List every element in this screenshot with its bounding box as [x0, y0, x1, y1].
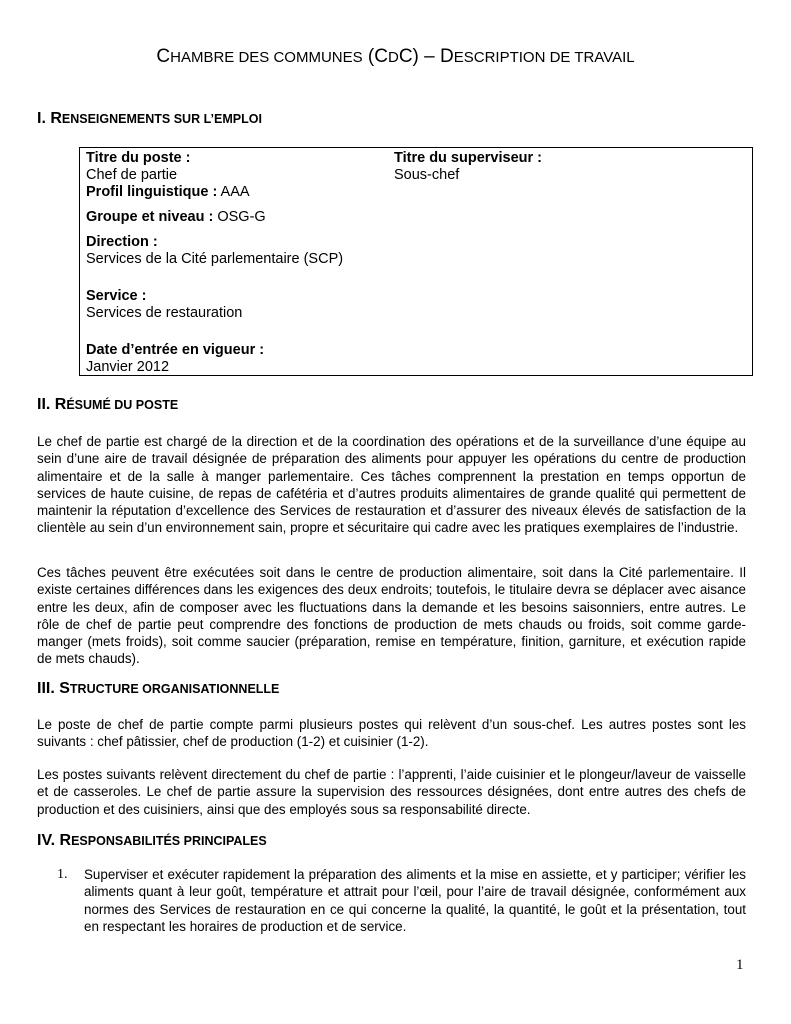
- heading-rest: TRUCTURE ORGANISATIONNELLE: [69, 682, 280, 696]
- heading-prefix: IV. R: [37, 832, 72, 849]
- title-part: C) – D: [398, 46, 454, 67]
- list-item: [57, 866, 746, 935]
- title-part: C: [156, 46, 171, 67]
- titre-superviseur-value: Sous-chef: [394, 167, 460, 183]
- groupe-label: Groupe et niveau :: [86, 209, 214, 225]
- heading-rest: ENSEIGNEMENTS SUR L’EMPLOI: [61, 112, 262, 126]
- section-heading-responsabilites: [37, 832, 267, 850]
- list-item-number: 1.: [57, 867, 68, 882]
- profil-value: AAA: [217, 184, 250, 200]
- heading-prefix: I. R: [37, 110, 62, 127]
- groupe-niveau: [86, 209, 266, 226]
- titre-poste-value: Chef de partie: [86, 167, 178, 183]
- groupe-value: OSG-G: [213, 209, 266, 225]
- title-part: (C: [362, 46, 388, 67]
- section-heading-renseignements: [37, 110, 262, 128]
- title-part: D: [387, 49, 399, 66]
- heading-rest: ESPONSABILITÉS PRINCIPALES: [71, 834, 267, 848]
- date-value: Janvier 2012: [86, 359, 170, 375]
- titre-poste-label: Titre du poste :: [86, 150, 191, 166]
- service-value: Services de restauration: [86, 305, 243, 321]
- direction-value: Services de la Cité parlementaire (SCP): [86, 251, 344, 267]
- heading-rest: ÉSUMÉ DU POSTE: [66, 398, 179, 412]
- titre-superviseur-label: Titre du superviseur :: [394, 150, 542, 166]
- heading-prefix: III. S: [37, 680, 70, 697]
- document-title: [0, 46, 791, 68]
- profil-linguistique: [86, 184, 250, 201]
- section-heading-structure: [37, 680, 279, 698]
- resume-paragraph-2: Ces tâches peuvent être exécutées soit dans le centre de production alimentaire, soit dans la Cité parlementaire. Il existe certaines différences dans les exigences des deux endroits; toutefois, le titulaire devra se déplacer avec aisance entre les deux, afin de composer avec les fluctuations dans la demande et les besoins saisonniers, entre autres. Le rôle de chef de partie peut comprendre des fonctions de production de mets chauds ou froids, soit comme garde-manger (mets froids), soit comme saucier (préparation, remise en température, finition, garniture, et exécution rapide de mets chauds).: [37, 565, 746, 667]
- structure-paragraph-2: Les postes suivants relèvent directement du chef de partie : l’apprenti, l’aide cuisinier et le plongeur/laveur de vaisselle et de casseroles. Le chef de partie assure la supervision des ressources désignées, dont entre autres des chefs de production et des cuisiniers, ainsi que des employés sous sa responsabilité directe.: [37, 767, 746, 817]
- job-info-box: [79, 147, 753, 376]
- title-part: ESCRIPTION DE TRAVAIL: [453, 49, 635, 66]
- profil-label: Profil linguistique :: [86, 184, 218, 200]
- title-part: HAMBRE DES COMMUNES: [170, 49, 363, 66]
- resume-paragraph-1: Le chef de partie est chargé de la direction et de la coordination des opérations et de la surveillance d’une équipe au sein d’une aire de travail désignée de préparation des aliments pour appuyer les opérations du centre de production alimentaire et de la salle à manger parlementaire. Ces tâches comprennent la prestation en temps opportun de services de haute cuisine, de repas de cafétéria et d’autres produits alimentaires de grande qualité qui permettent de maintenir la réputation d’excellence des Services de restauration et d’assurer des niveaux élevés de satisfaction de la clientèle au sein d’un environnement sain, propre et sécuritaire qui cadre avec les pratiques exemplaires de l’industrie.: [37, 434, 746, 536]
- direction-label: Direction :: [86, 234, 158, 250]
- section-heading-resume: [37, 396, 178, 414]
- date-label: Date d’entrée en vigueur :: [86, 342, 265, 358]
- heading-prefix: II. R: [37, 396, 67, 413]
- list-item-text: Superviser et exécuter rapidement la préparation des aliments et la mise en assiette, et y participer; vérifier les aliments quant à leur goût, température et attrait pour l’œil, pour l’aire de travail désignée, conformément aux normes des Services de restauration en ce qui concerne la qualité, la quantité, le goût et la présentation, tout en respectant les horaires de production et de service.: [84, 867, 746, 934]
- page-number: 1: [736, 957, 744, 973]
- structure-paragraph-1: Le poste de chef de partie compte parmi plusieurs postes qui relèvent d’un sous-chef. Les autres postes sont les suivants : chef pâtissier, chef de production (1-2) et cuisinier (1-2).: [37, 717, 746, 750]
- service-label: Service :: [86, 288, 147, 304]
